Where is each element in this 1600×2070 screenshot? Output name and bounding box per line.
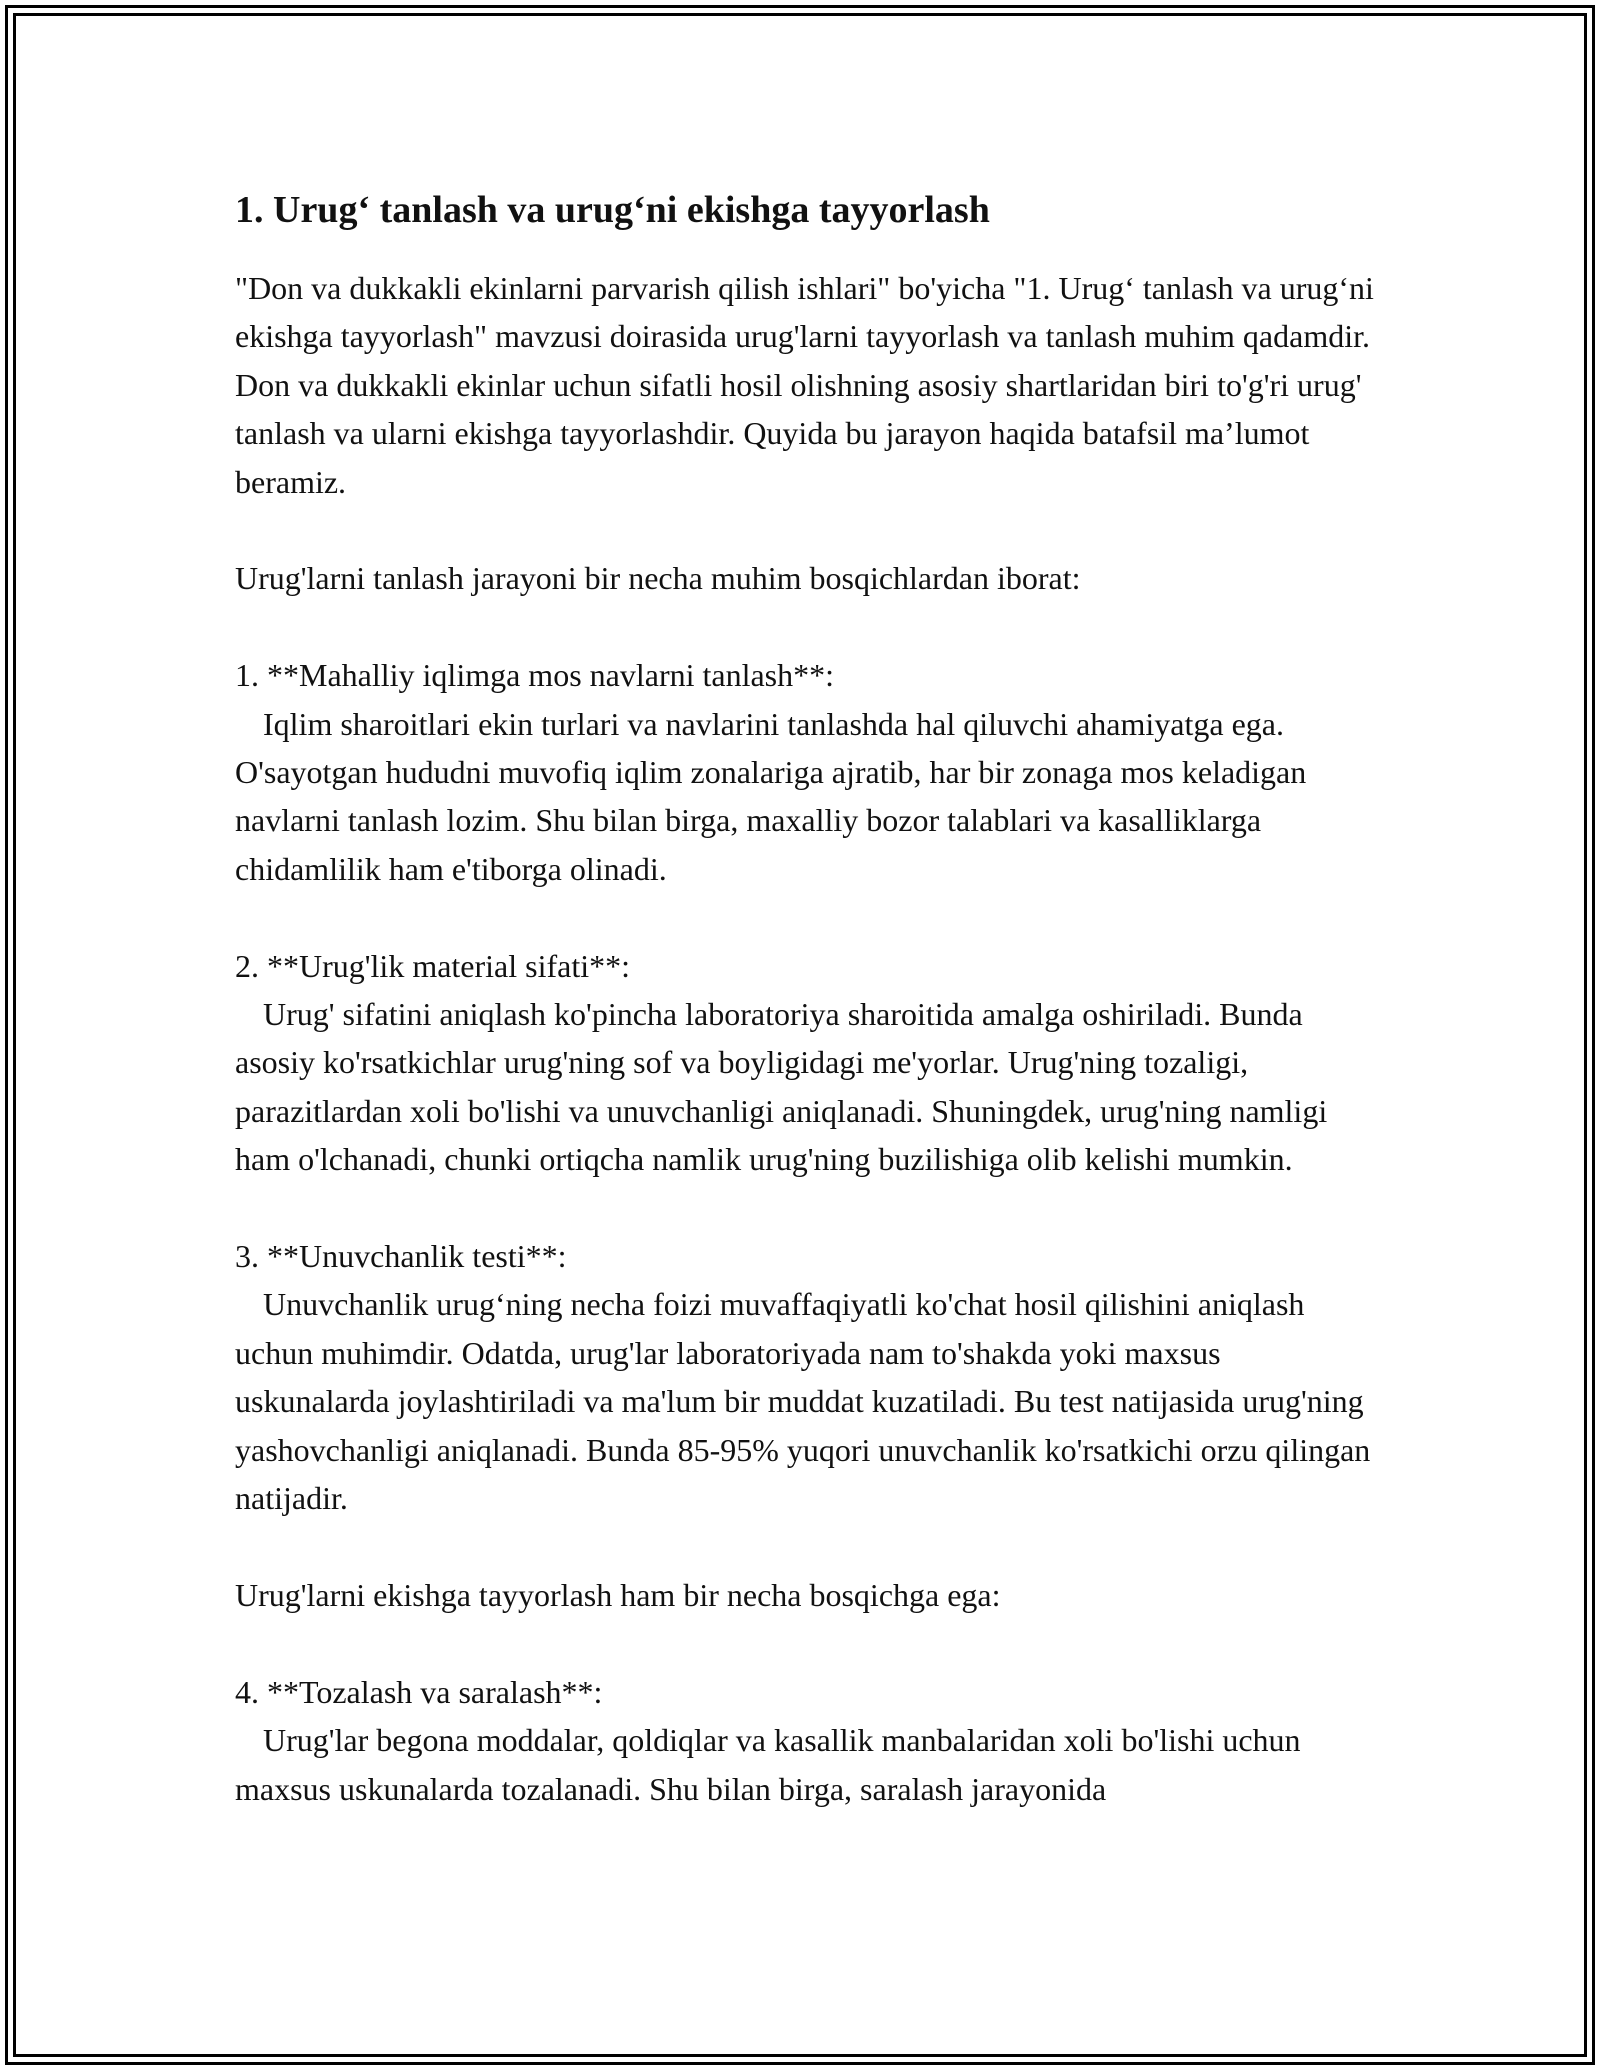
list-item-heading: 3. **Unuvchanlik testi**: xyxy=(235,1238,567,1275)
document-title: 1. Urug‘ tanlash va urug‘ni ekishga tayyorlash xyxy=(235,189,990,231)
list-item-body: Urug' sifatini aniqlash ko'pincha laboratoriya sharoitida amalga oshiriladi. Bunda asosiy ko'rsatkichlar urug'ning sof va boyligidagi me'yorlar. Urug'ning tozaligi, parazitlardan xoli bo'lishi va unuvchanligi aniqlanadi. Shuningdek, urug'ning namligi ham o'lchanadi, chunki ortiqcha namlik urug'ning buzilishiga olib kelishi mumkin. xyxy=(235,996,1336,1178)
list-item xyxy=(235,1232,1380,1522)
preparation-intro: Urug'larni ekishga tayyorlash ham bir necha bosqichga ega: xyxy=(235,1576,1001,1613)
list-item-body: Urug'lar begona moddalar, qoldiqlar va kasallik manbalaridan xoli bo'lishi uchun maxsus uskunalarda tozalanadi. Shu bilan birga, saralash jarayonida xyxy=(235,1722,1309,1807)
list-item-heading: 4. **Tozalash va saralash**: xyxy=(235,1673,603,1710)
list-item xyxy=(235,1668,1380,1813)
list-item-body: Iqlim sharoitlari ekin turlari va navlarini tanlashda hal qiluvchi ahamiyatga ega. O'sayotgan hududni muvofiq iqlim zonalariga ajratib, har bir zonaga mos keladigan navlarni tanlash lozim. Shu bilan birga, maxalliy bozor talablari va kasalliklarga chidamlilik ham e'tiborga olinadi. xyxy=(235,705,1315,887)
document-page xyxy=(235,186,1380,1861)
list-item-heading: 2. **Urug'lik material sifati**: xyxy=(235,947,631,984)
list-item xyxy=(235,651,1380,893)
selection-intro: Urug'larni tanlash jarayoni bir necha muhim bosqichlardan iborat: xyxy=(235,560,1081,597)
list-item-body: Unuvchanlik urug‘ning necha foizi muvaffaqiyatli ko'chat hosil qilishini aniqlash uchun muhimdir. Odatda, urug'lar laboratoriyada nam to'shakda yoki maxsus uskunalarda joylashtiriladi va ma'lum bir muddat kuzatiladi. Bu test natijasida urug'ning yashovchanligi aniqlanadi. Bunda 85-95% yuqori unuvchanlik ko'rsatkichi orzu qilingan natijadir. xyxy=(235,1286,1379,1517)
list-item xyxy=(235,942,1380,1184)
intro-paragraph: "Don va dukkakli ekinlarni parvarish qilish ishlari" bo'yicha "1. Urug‘ tanlash va urug‘ni ekishga tayyorlash" mavzusi doirasida urug'larni tayyorlash va tanlash muhim qadamdir. Don va dukkakli ekinlar uchun sifatli hosil olishning asosiy shartlaridan biri to'g'ri urug' tanlash va ularni ekishga tayyorlashdir. Quyida bu jarayon haqida batafsil ma’lumot beramiz. xyxy=(235,270,1382,500)
list-item-heading: 1. **Mahalliy iqlimga mos navlarni tanlash**: xyxy=(235,657,835,694)
